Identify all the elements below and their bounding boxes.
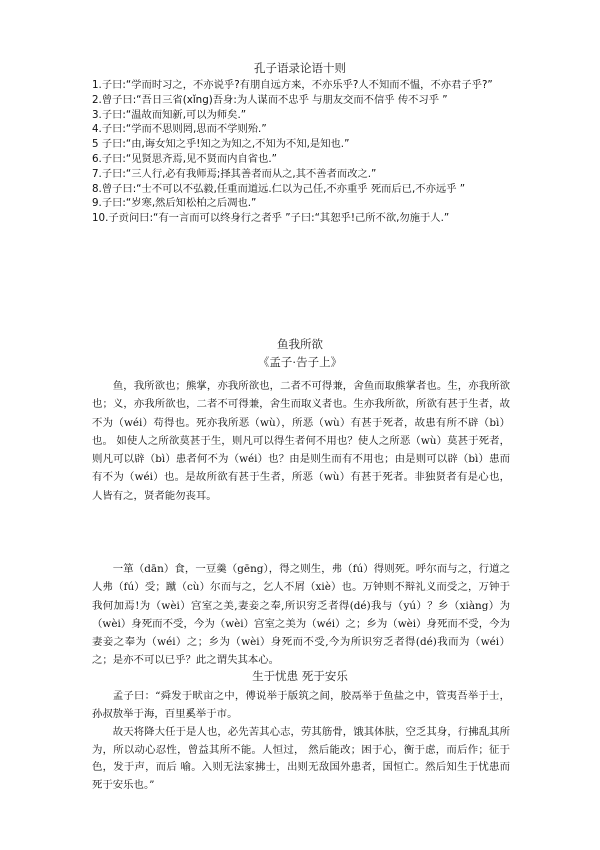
analects-item-1: 1.子曰:“学而时习之，不亦说乎?有朋自远方来，不亦乐乎?人不知而不愠，不亦君子乎?”	[92, 79, 493, 91]
fish-paragraph-2: 一箪（dān）食，一豆羹（gēng），得之则生，弗（fú）得则死。呼尔而与之，行道之人弗（fú）受；蹴（cù）尔而与之，乞人不屑（xiè）也。万钟则不辩礼义而受之，万钟于我何加焉!为（wèi）宫室之美,妻妾之奉,所识穷乏者得(dé)我与（yú）？乡（xiàng）为（wèi）身死而不受，今为（wèi）宫室之美为（wéi）之；乡为（wèi）身死而不受，今为妻妾之奉为（wéi）之；乡为（wèi）身死而不受,今为所识穷乏者得(dé)我而为（wéi）之；是亦不可以已乎？此之谓失其本心。	[92, 563, 510, 667]
fish-source: 《孟子·告子上》	[257, 355, 343, 369]
sorrow-paragraph-1: 孟子曰：“舜发于畎亩之中，傅说举于版筑之间，胶鬲举于鱼盐之中，管夷吾举于士，孙叔敖举于海，百里奚举于市。	[92, 690, 510, 720]
analects-item-3: 3.子曰:“温故而知新,可以为师矣.”	[92, 108, 247, 121]
fish-title: 鱼我所欲	[277, 337, 323, 351]
sorrow-title: 生于忧患 死于安乐	[252, 669, 348, 683]
analects-item-2: 2.曾子曰:“吾日三省(xǐng)吾身:为人谋而不忠乎 与朋友交而不信乎 传不习乎 ”	[92, 93, 448, 106]
analects-item-8: 8.曾子曰:“士不可以不弘毅,任重而道远.仁以为己任,不亦重乎 死而后已,不亦远乎 ”	[92, 182, 466, 195]
analects-item-7: 7.子曰:“三人行,必有我师焉;择其善者而从之,其不善者而改之.”	[92, 167, 377, 180]
fish-paragraph-1: 鱼，我所欲也；熊掌，亦我所欲也，二者不可得兼，舍鱼而取熊掌者也。生，亦我所欲也；义，亦我所欲也，二者不可得兼，舍生而取义者也。生亦我所欲，所欲有甚于生者，故不为（wéi）苟得也。死亦我所恶（wù），所恶（wù）有甚于死者，故患有所不辟（bì）也。 如使人之所欲莫甚于生，则凡可以得生者何不用也？使人之所恶（wù）莫甚于死者，则凡可以辟（bì）患者何不为（wéi）也？由是则生而有不用也；由是则可以辟（bì）患而有不为（wéi）也。是故所欲有甚于生者，所恶（wù）有甚于死者。非独贤者有是心也，人皆有之，贤者能勿丧耳。	[92, 380, 510, 502]
analects-title: 孔子语录论语十则	[254, 61, 346, 75]
analects-item-4: 4.子曰:“学而不思则罔,思而不学则殆.”	[92, 123, 267, 136]
sorrow-paragraph-2: 故天将降大任于是人也，必先苦其心志，劳其筋骨，饿其体肤，空乏其身，行拂乱其所为，所以动心忍性，曾益其所不能。人恒过， 然后能改；困于心，衡于虑，而后作；征于色，发于声，而后 喻。入则无法家拂士，出则无敌国外患者，国恒亡。然后知生于忧患而死于安乐也。”	[92, 726, 510, 791]
analects-item-9: 9.子曰:“岁寒,然后知松柏之后凋也.”	[92, 197, 257, 210]
analects-item-10: 10.子贡问曰:“有一言而可以终身行之者乎 ”子曰:“其恕乎!己所不欲,勿施于人.”	[92, 212, 450, 225]
analects-item-5: 5 子曰:“由,诲女知之乎!知之为知之,不知为不知,是知也.”	[92, 138, 350, 151]
analects-item-6: 6.子曰:“见贤思齐焉,见不贤而内自省也.”	[92, 152, 277, 165]
analects-list	[92, 78, 510, 226]
